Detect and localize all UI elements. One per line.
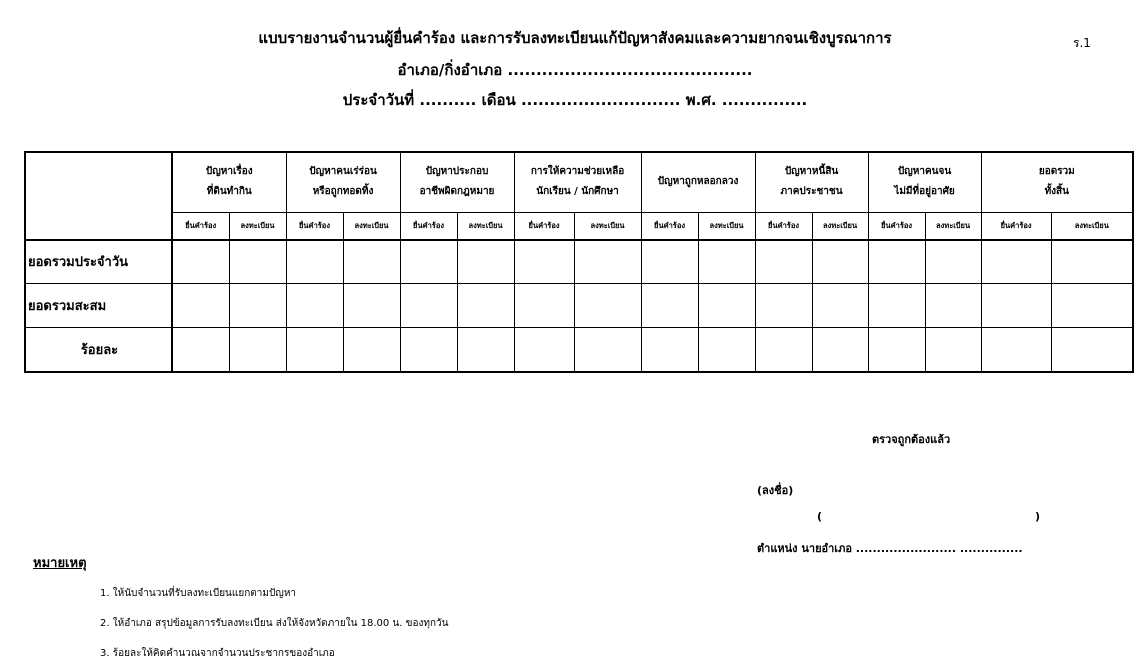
sub-header-petition: ยื่นคำร้อง <box>286 212 343 240</box>
group-header-fraud: ปัญหาถูกหลอกลวง <box>641 152 755 212</box>
data-cell[interactable] <box>981 240 1051 284</box>
row-label-daily-total: ยอดรวมประจำวัน <box>25 240 172 284</box>
data-cell[interactable] <box>698 240 755 284</box>
sub-header-petition: ยื่นคำร้อง <box>400 212 457 240</box>
verified-label: ตรวจถูกต้องแล้ว <box>872 433 951 446</box>
data-cell[interactable] <box>574 240 641 284</box>
row-label-cumulative-total: ยอดรวมสะสม <box>25 284 172 328</box>
data-cell[interactable] <box>343 240 400 284</box>
group-header-land: ปัญหาเรื่อง ที่ดินทำกิน <box>172 152 286 212</box>
group-header-row <box>25 152 1133 212</box>
group-header-total: ยอดรวม ทั้งสิ้น <box>981 152 1133 212</box>
notes-heading: หมายเหตุ <box>33 556 87 571</box>
data-cell[interactable] <box>755 284 812 328</box>
data-cell[interactable] <box>574 284 641 328</box>
group-header-housing: ปัญหาคนจน ไม่มีที่อยู่อาศัย <box>868 152 981 212</box>
data-cell[interactable] <box>868 284 925 328</box>
data-cell[interactable] <box>925 240 981 284</box>
sub-header-registered: ลงทะเบียน <box>229 212 286 240</box>
report-title: แบบรายงานจำนวนผู้ยื่นคำร้อง และการรับลงทะเบียนแก้ปัญหาสังคมและความยากจนเชิงบูรณาการ <box>258 29 892 47</box>
date-line: ประจำวันที่ .......... เดือน ............................ พ.ศ. ............... <box>342 91 808 109</box>
data-cell[interactable] <box>400 240 457 284</box>
data-cell[interactable] <box>457 284 514 328</box>
group-header-students: การให้ความช่วยเหลือ นักเรียน / นักศึกษา <box>514 152 641 212</box>
data-cell[interactable] <box>755 240 812 284</box>
data-cell[interactable] <box>981 328 1051 372</box>
note-item-1: 1. ให้นับจำนวนที่รับลงทะเบียนแยกตามปัญหา <box>100 588 297 599</box>
data-cell[interactable] <box>981 284 1051 328</box>
data-cell[interactable] <box>457 240 514 284</box>
data-cell[interactable] <box>1051 328 1133 372</box>
sub-header-petition: ยื่นคำร้อง <box>868 212 925 240</box>
data-cell[interactable] <box>457 328 514 372</box>
data-cell[interactable] <box>812 284 868 328</box>
sub-header-registered: ลงทะเบียน <box>457 212 514 240</box>
group-header-debt: ปัญหาหนี้สิน ภาคประชาชน <box>755 152 868 212</box>
data-cell[interactable] <box>229 328 286 372</box>
sub-header-registered: ลงทะเบียน <box>925 212 981 240</box>
group-header-illegal-occupation: ปัญหาประกอบ อาชีพผิดกฎหมาย <box>400 152 514 212</box>
table-row-daily-total <box>25 240 1133 284</box>
data-cell[interactable] <box>172 284 229 328</box>
note-item-3: 3. ร้อยละให้คิดคำนวณจากจำนวนประชากรของอำเภอ <box>100 648 335 659</box>
table-row-percentage <box>25 328 1133 372</box>
sub-header-petition: ยื่นคำร้อง <box>172 212 229 240</box>
form-code: ร.1 <box>1073 36 1091 50</box>
data-cell[interactable] <box>400 284 457 328</box>
sub-header-row <box>25 212 1133 240</box>
data-cell[interactable] <box>343 328 400 372</box>
data-cell[interactable] <box>286 240 343 284</box>
signed-label: (ลงชื่อ) <box>757 484 794 497</box>
data-cell[interactable] <box>286 328 343 372</box>
data-cell[interactable] <box>343 284 400 328</box>
data-cell[interactable] <box>868 328 925 372</box>
group-header-homeless: ปัญหาคนเร่ร่อน หรือถูกทอดทิ้ง <box>286 152 400 212</box>
data-cell[interactable] <box>229 240 286 284</box>
sub-header-registered: ลงทะเบียน <box>698 212 755 240</box>
row-label-percentage: ร้อยละ <box>25 328 172 372</box>
name-open-paren: ( <box>817 510 823 523</box>
data-cell[interactable] <box>755 328 812 372</box>
data-cell[interactable] <box>400 328 457 372</box>
name-close-paren: ) <box>1035 510 1041 523</box>
sub-header-petition: ยื่นคำร้อง <box>755 212 812 240</box>
data-cell[interactable] <box>641 328 698 372</box>
data-cell[interactable] <box>514 240 574 284</box>
report-table <box>24 151 1134 373</box>
data-cell[interactable] <box>1051 284 1133 328</box>
data-cell[interactable] <box>286 284 343 328</box>
sub-header-petition: ยื่นคำร้อง <box>981 212 1051 240</box>
data-cell[interactable] <box>574 328 641 372</box>
sub-header-petition: ยื่นคำร้อง <box>514 212 574 240</box>
data-cell[interactable] <box>812 240 868 284</box>
data-cell[interactable] <box>925 328 981 372</box>
sub-header-registered: ลงทะเบียน <box>1051 212 1133 240</box>
data-cell[interactable] <box>641 240 698 284</box>
data-cell[interactable] <box>641 284 698 328</box>
data-cell[interactable] <box>229 284 286 328</box>
data-cell[interactable] <box>925 284 981 328</box>
data-cell[interactable] <box>868 240 925 284</box>
data-cell[interactable] <box>172 328 229 372</box>
table-row-cumulative-total <box>25 284 1133 328</box>
sub-header-registered: ลงทะเบียน <box>812 212 868 240</box>
data-cell[interactable] <box>698 328 755 372</box>
data-cell[interactable] <box>1051 240 1133 284</box>
sub-header-petition: ยื่นคำร้อง <box>641 212 698 240</box>
data-cell[interactable] <box>698 284 755 328</box>
data-cell[interactable] <box>514 328 574 372</box>
sub-header-registered: ลงทะเบียน <box>574 212 641 240</box>
sub-header-registered: ลงทะเบียน <box>343 212 400 240</box>
data-cell[interactable] <box>514 284 574 328</box>
data-cell[interactable] <box>172 240 229 284</box>
position-line: ตำแหน่ง นายอำเภอ ........................ ............... <box>757 542 1023 555</box>
note-item-2: 2. ให้อำเภอ สรุปข้อมูลการรับลงทะเบียน ส่งให้จังหวัดภายใน 18.00 น. ของทุกวัน <box>100 618 449 629</box>
district-line: อำเภอ/กิ่งอำเภอ ........................................... <box>397 61 753 79</box>
row-label-header <box>25 152 172 240</box>
data-cell[interactable] <box>812 328 868 372</box>
